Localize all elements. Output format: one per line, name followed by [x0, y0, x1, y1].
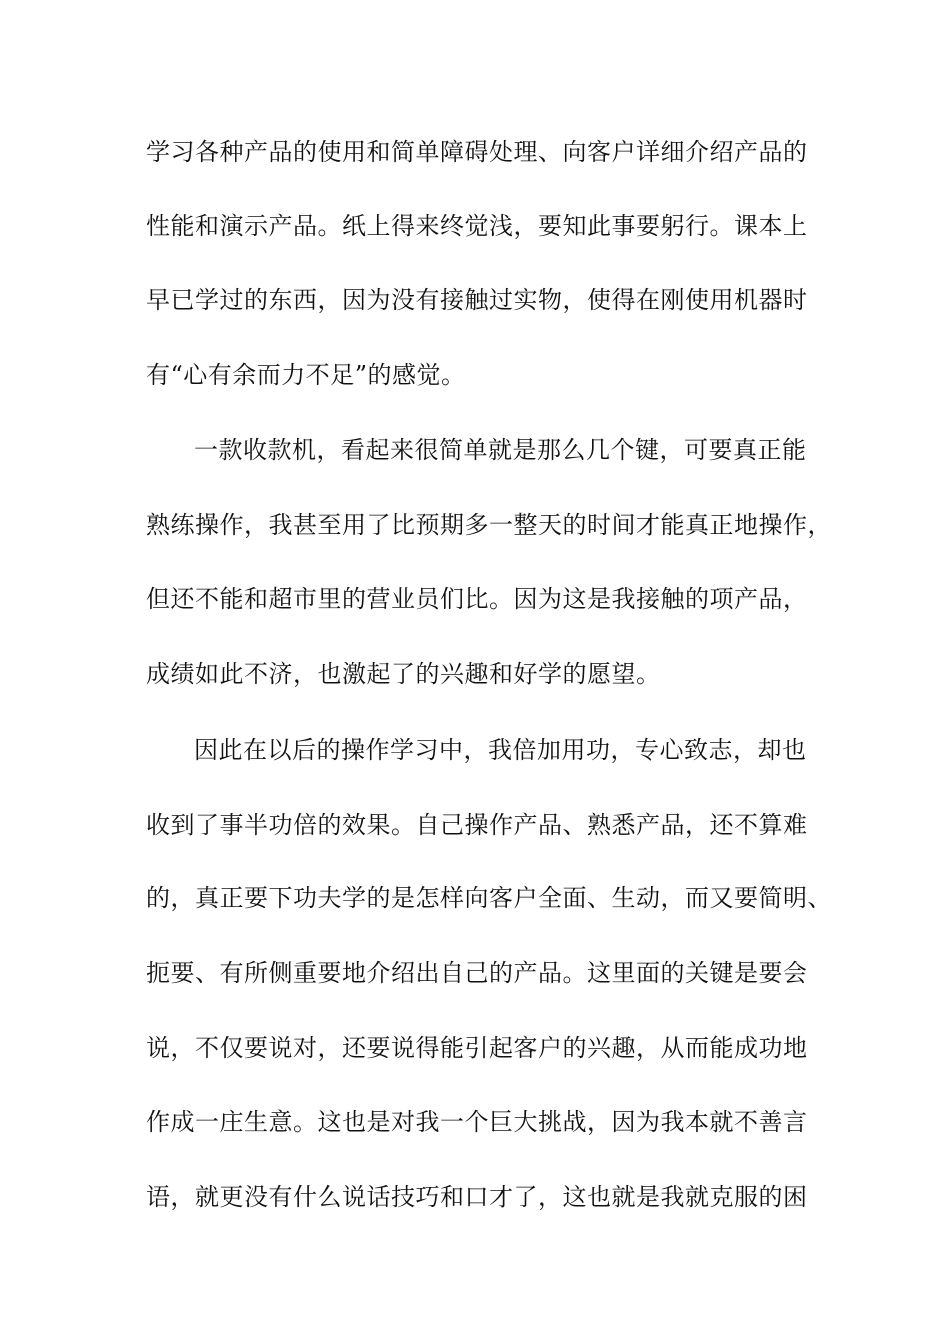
text-line: 成绩如此不济，也激起了的兴趣和好学的愿望。 [146, 660, 661, 688]
text-line: 学习各种产品的使用和简单障碍处理、向客户详细介绍产品的 [146, 138, 808, 166]
paragraph-first-line: 因此在以后的操作学习中，我倍加用功，专心致志，却也 [194, 736, 807, 764]
text-line: 作成一庄生意。这也是对我一个巨大挑战，因为我本就不善言 [146, 1108, 808, 1136]
text-line: 性能和演示产品。纸上得来终觉浅，要知此事要躬行。课本上 [146, 212, 808, 240]
text-line: 说，不仅要说对，还要说得能引起客户的兴趣，从而能成功地 [146, 1034, 808, 1062]
text-line: 语，就更没有什么说话技巧和口才了，这也就是我就克服的困 [146, 1183, 808, 1211]
text-line: 的，真正要下功夫学的是怎样向客户全面、生动，而又要简明、 [146, 884, 832, 912]
text-line: 早已学过的东西，因为没有接触过实物，使得在刚使用机器时 [146, 286, 808, 314]
text-line: 但还不能和超市里的营业员们比。因为这是我接触的项产品， [146, 585, 808, 613]
text-line: 有“心有余而力不足”的感觉。 [146, 361, 466, 389]
text-line: 收到了事半功倍的效果。自己操作产品、熟悉产品，还不算难 [146, 811, 808, 839]
text-line: 扼要、有所侧重要地介绍出自己的产品。这里面的关键是要会 [146, 959, 808, 987]
text-line: 熟练操作，我甚至用了比预期多一整天的时间才能真正地操作， [146, 511, 832, 539]
paragraph-first-line: 一款收款机，看起来很简单就是那么几个键，可要真正能 [194, 436, 807, 464]
